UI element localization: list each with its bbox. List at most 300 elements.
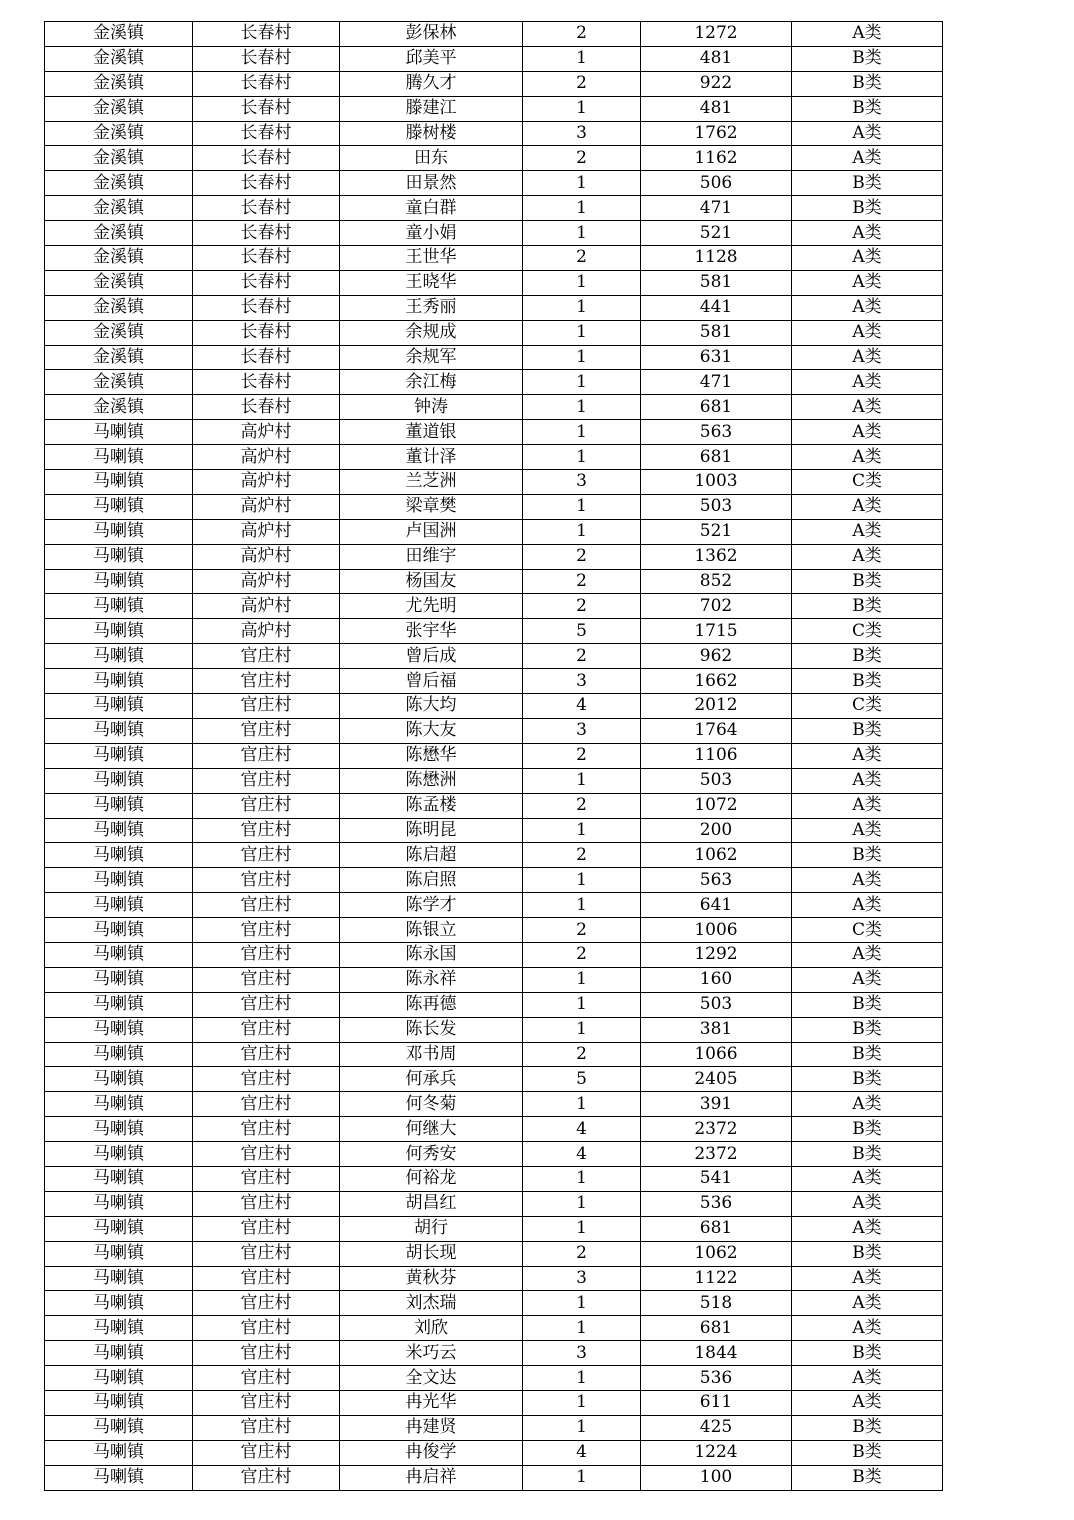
- village-cell: 官庄村: [193, 1291, 340, 1316]
- count-cell: 2: [523, 569, 641, 594]
- village-cell: 高炉村: [193, 594, 340, 619]
- village-cell: 官庄村: [193, 992, 340, 1017]
- category-cell: B类: [792, 718, 943, 743]
- table-row: [45, 1366, 943, 1391]
- table-row: [45, 1415, 943, 1440]
- town-cell: 马喇镇: [45, 1390, 193, 1415]
- amount-cell: 563: [641, 868, 792, 893]
- name-cell: 王晓华: [340, 270, 523, 295]
- village-cell: 高炉村: [193, 420, 340, 445]
- village-cell: 官庄村: [193, 1266, 340, 1291]
- name-cell: 钟涛: [340, 395, 523, 420]
- town-cell: 马喇镇: [45, 1017, 193, 1042]
- town-cell: 金溪镇: [45, 171, 193, 196]
- town-cell: 马喇镇: [45, 1291, 193, 1316]
- town-cell: 马喇镇: [45, 420, 193, 445]
- town-cell: 马喇镇: [45, 868, 193, 893]
- name-cell: 冉光华: [340, 1390, 523, 1415]
- count-cell: 3: [523, 121, 641, 146]
- name-cell: 董计泽: [340, 445, 523, 470]
- name-cell: 余规军: [340, 345, 523, 370]
- town-cell: 马喇镇: [45, 818, 193, 843]
- table-row: [45, 1142, 943, 1167]
- table-row: [45, 171, 943, 196]
- count-cell: 2: [523, 544, 641, 569]
- name-cell: 何秀安: [340, 1142, 523, 1167]
- village-cell: 官庄村: [193, 1092, 340, 1117]
- table-row: [45, 793, 943, 818]
- table-row: [45, 345, 943, 370]
- village-cell: 官庄村: [193, 1366, 340, 1391]
- amount-cell: 1764: [641, 718, 792, 743]
- category-cell: B类: [792, 1465, 943, 1490]
- village-cell: 长春村: [193, 96, 340, 121]
- town-cell: 马喇镇: [45, 1142, 193, 1167]
- village-cell: 长春村: [193, 171, 340, 196]
- category-cell: A类: [792, 1092, 943, 1117]
- amount-cell: 1072: [641, 793, 792, 818]
- amount-cell: 962: [641, 644, 792, 669]
- village-cell: 官庄村: [193, 1216, 340, 1241]
- table-row: [45, 1291, 943, 1316]
- count-cell: 1: [523, 420, 641, 445]
- village-cell: 官庄村: [193, 1341, 340, 1366]
- village-cell: 长春村: [193, 121, 340, 146]
- table-row: [45, 46, 943, 71]
- name-cell: 王秀丽: [340, 295, 523, 320]
- name-cell: 陈长发: [340, 1017, 523, 1042]
- amount-cell: 521: [641, 221, 792, 246]
- category-cell: B类: [792, 1042, 943, 1067]
- category-cell: A类: [792, 445, 943, 470]
- village-cell: 官庄村: [193, 1415, 340, 1440]
- category-cell: A类: [792, 768, 943, 793]
- town-cell: 马喇镇: [45, 619, 193, 644]
- town-cell: 马喇镇: [45, 743, 193, 768]
- amount-cell: 581: [641, 270, 792, 295]
- count-cell: 1: [523, 1191, 641, 1216]
- category-cell: A类: [792, 1390, 943, 1415]
- table-row: [45, 1216, 943, 1241]
- category-cell: A类: [792, 295, 943, 320]
- town-cell: 马喇镇: [45, 1366, 193, 1391]
- town-cell: 金溪镇: [45, 96, 193, 121]
- count-cell: 1: [523, 1166, 641, 1191]
- count-cell: 3: [523, 1266, 641, 1291]
- town-cell: 金溪镇: [45, 320, 193, 345]
- table-row: [45, 1117, 943, 1142]
- count-cell: 2: [523, 71, 641, 96]
- amount-cell: 481: [641, 46, 792, 71]
- village-cell: 官庄村: [193, 1142, 340, 1167]
- village-cell: 官庄村: [193, 793, 340, 818]
- count-cell: 1: [523, 967, 641, 992]
- town-cell: 马喇镇: [45, 768, 193, 793]
- name-cell: 陈启超: [340, 843, 523, 868]
- category-cell: A类: [792, 146, 943, 171]
- name-cell: 董道银: [340, 420, 523, 445]
- village-cell: 官庄村: [193, 893, 340, 918]
- table-row: [45, 942, 943, 967]
- table-row: [45, 96, 943, 121]
- category-cell: B类: [792, 46, 943, 71]
- count-cell: 5: [523, 619, 641, 644]
- category-cell: C类: [792, 918, 943, 943]
- name-cell: 余规成: [340, 320, 523, 345]
- count-cell: 1: [523, 868, 641, 893]
- amount-cell: 2405: [641, 1067, 792, 1092]
- category-cell: C类: [792, 470, 943, 495]
- table-row: [45, 868, 943, 893]
- table-row: [45, 1166, 943, 1191]
- town-cell: 马喇镇: [45, 1415, 193, 1440]
- amount-cell: 681: [641, 1316, 792, 1341]
- town-cell: 马喇镇: [45, 942, 193, 967]
- category-cell: B类: [792, 196, 943, 221]
- category-cell: B类: [792, 843, 943, 868]
- village-cell: 官庄村: [193, 1017, 340, 1042]
- category-cell: A类: [792, 121, 943, 146]
- village-cell: 官庄村: [193, 1067, 340, 1092]
- category-cell: B类: [792, 992, 943, 1017]
- name-cell: 陈孟楼: [340, 793, 523, 818]
- village-cell: 长春村: [193, 370, 340, 395]
- town-cell: 马喇镇: [45, 694, 193, 719]
- category-cell: B类: [792, 1067, 943, 1092]
- category-cell: A类: [792, 893, 943, 918]
- count-cell: 2: [523, 1042, 641, 1067]
- town-cell: 金溪镇: [45, 221, 193, 246]
- category-cell: A类: [792, 1216, 943, 1241]
- count-cell: 1: [523, 1017, 641, 1042]
- count-cell: 3: [523, 1341, 641, 1366]
- name-cell: 冉俊学: [340, 1440, 523, 1465]
- name-cell: 陈永祥: [340, 967, 523, 992]
- name-cell: 何承兵: [340, 1067, 523, 1092]
- amount-cell: 381: [641, 1017, 792, 1042]
- count-cell: 1: [523, 320, 641, 345]
- amount-cell: 1062: [641, 1241, 792, 1266]
- town-cell: 马喇镇: [45, 594, 193, 619]
- category-cell: B类: [792, 1440, 943, 1465]
- town-cell: 马喇镇: [45, 918, 193, 943]
- amount-cell: 702: [641, 594, 792, 619]
- town-cell: 金溪镇: [45, 121, 193, 146]
- name-cell: 陈大均: [340, 694, 523, 719]
- village-cell: 长春村: [193, 196, 340, 221]
- town-cell: 马喇镇: [45, 1266, 193, 1291]
- name-cell: 腾久才: [340, 71, 523, 96]
- amount-cell: 563: [641, 420, 792, 445]
- town-cell: 马喇镇: [45, 1341, 193, 1366]
- amount-cell: 2372: [641, 1117, 792, 1142]
- town-cell: 马喇镇: [45, 1092, 193, 1117]
- count-cell: 1: [523, 445, 641, 470]
- count-cell: 2: [523, 918, 641, 943]
- town-cell: 马喇镇: [45, 843, 193, 868]
- count-cell: 1: [523, 46, 641, 71]
- category-cell: A类: [792, 246, 943, 271]
- amount-cell: 521: [641, 519, 792, 544]
- category-cell: B类: [792, 96, 943, 121]
- name-cell: 全文达: [340, 1366, 523, 1391]
- amount-cell: 441: [641, 295, 792, 320]
- town-cell: 马喇镇: [45, 1241, 193, 1266]
- count-cell: 3: [523, 470, 641, 495]
- category-cell: B类: [792, 1017, 943, 1042]
- amount-cell: 1362: [641, 544, 792, 569]
- amount-cell: 1292: [641, 942, 792, 967]
- village-cell: 官庄村: [193, 1117, 340, 1142]
- village-cell: 高炉村: [193, 544, 340, 569]
- count-cell: 1: [523, 370, 641, 395]
- table-row: [45, 1017, 943, 1042]
- town-cell: 马喇镇: [45, 967, 193, 992]
- town-cell: 马喇镇: [45, 1042, 193, 1067]
- count-cell: 4: [523, 1117, 641, 1142]
- table-row: [45, 295, 943, 320]
- category-cell: A类: [792, 1191, 943, 1216]
- town-cell: 马喇镇: [45, 544, 193, 569]
- count-cell: 1: [523, 295, 641, 320]
- name-cell: 陈启照: [340, 868, 523, 893]
- village-cell: 长春村: [193, 46, 340, 71]
- amount-cell: 1844: [641, 1341, 792, 1366]
- name-cell: 刘欣: [340, 1316, 523, 1341]
- name-cell: 田东: [340, 146, 523, 171]
- amount-cell: 503: [641, 494, 792, 519]
- count-cell: 1: [523, 96, 641, 121]
- name-cell: 陈永国: [340, 942, 523, 967]
- village-cell: 长春村: [193, 295, 340, 320]
- name-cell: 曾后福: [340, 669, 523, 694]
- table-row: [45, 967, 943, 992]
- category-cell: B类: [792, 1117, 943, 1142]
- amount-cell: 1715: [641, 619, 792, 644]
- amount-cell: 2012: [641, 694, 792, 719]
- village-cell: 官庄村: [193, 1241, 340, 1266]
- category-cell: B类: [792, 669, 943, 694]
- village-cell: 官庄村: [193, 1465, 340, 1490]
- count-cell: 5: [523, 1067, 641, 1092]
- village-cell: 长春村: [193, 270, 340, 295]
- name-cell: 陈学才: [340, 893, 523, 918]
- count-cell: 2: [523, 793, 641, 818]
- category-cell: A类: [792, 1316, 943, 1341]
- name-cell: 童白群: [340, 196, 523, 221]
- table-row: [45, 669, 943, 694]
- amount-cell: 1272: [641, 22, 792, 47]
- category-cell: A类: [792, 743, 943, 768]
- town-cell: 金溪镇: [45, 146, 193, 171]
- count-cell: 1: [523, 494, 641, 519]
- count-cell: 1: [523, 818, 641, 843]
- table-row: [45, 768, 943, 793]
- count-cell: 4: [523, 694, 641, 719]
- village-cell: 官庄村: [193, 967, 340, 992]
- count-cell: 4: [523, 1440, 641, 1465]
- town-cell: 金溪镇: [45, 22, 193, 47]
- amount-cell: 1003: [641, 470, 792, 495]
- category-cell: A类: [792, 868, 943, 893]
- table-row: [45, 644, 943, 669]
- name-cell: 陈明昆: [340, 818, 523, 843]
- town-cell: 金溪镇: [45, 196, 193, 221]
- table-row: [45, 1316, 943, 1341]
- amount-cell: 1762: [641, 121, 792, 146]
- category-cell: B类: [792, 1415, 943, 1440]
- town-cell: 马喇镇: [45, 1440, 193, 1465]
- count-cell: 1: [523, 270, 641, 295]
- category-cell: A类: [792, 22, 943, 47]
- table-row: [45, 445, 943, 470]
- village-cell: 官庄村: [193, 768, 340, 793]
- village-cell: 长春村: [193, 345, 340, 370]
- amount-cell: 471: [641, 370, 792, 395]
- table-row: [45, 619, 943, 644]
- amount-cell: 1066: [641, 1042, 792, 1067]
- name-cell: 冉建贤: [340, 1415, 523, 1440]
- amount-cell: 2372: [641, 1142, 792, 1167]
- name-cell: 陈再德: [340, 992, 523, 1017]
- name-cell: 余江梅: [340, 370, 523, 395]
- name-cell: 黄秋芬: [340, 1266, 523, 1291]
- name-cell: 陈懋华: [340, 743, 523, 768]
- name-cell: 梁章樊: [340, 494, 523, 519]
- table-row: [45, 121, 943, 146]
- amount-cell: 471: [641, 196, 792, 221]
- count-cell: 2: [523, 843, 641, 868]
- table-row: [45, 1191, 943, 1216]
- table-row: [45, 1067, 943, 1092]
- town-cell: 金溪镇: [45, 246, 193, 271]
- name-cell: 米巧云: [340, 1341, 523, 1366]
- count-cell: 1: [523, 1465, 641, 1490]
- amount-cell: 1006: [641, 918, 792, 943]
- name-cell: 田维宇: [340, 544, 523, 569]
- category-cell: A类: [792, 1266, 943, 1291]
- amount-cell: 1122: [641, 1266, 792, 1291]
- name-cell: 陈大友: [340, 718, 523, 743]
- count-cell: 1: [523, 1415, 641, 1440]
- table-row: [45, 320, 943, 345]
- town-cell: 马喇镇: [45, 494, 193, 519]
- village-cell: 官庄村: [193, 818, 340, 843]
- category-cell: B类: [792, 569, 943, 594]
- town-cell: 金溪镇: [45, 370, 193, 395]
- village-cell: 官庄村: [193, 718, 340, 743]
- category-cell: A类: [792, 370, 943, 395]
- town-cell: 金溪镇: [45, 345, 193, 370]
- name-cell: 彭保林: [340, 22, 523, 47]
- name-cell: 胡昌红: [340, 1191, 523, 1216]
- amount-cell: 200: [641, 818, 792, 843]
- amount-cell: 611: [641, 1390, 792, 1415]
- name-cell: 胡长现: [340, 1241, 523, 1266]
- count-cell: 2: [523, 22, 641, 47]
- name-cell: 何冬菊: [340, 1092, 523, 1117]
- village-cell: 高炉村: [193, 519, 340, 544]
- category-cell: B类: [792, 644, 943, 669]
- category-cell: B类: [792, 1241, 943, 1266]
- count-cell: 1: [523, 345, 641, 370]
- town-cell: 马喇镇: [45, 519, 193, 544]
- category-cell: A类: [792, 1366, 943, 1391]
- name-cell: 刘杰瑞: [340, 1291, 523, 1316]
- count-cell: 1: [523, 992, 641, 1017]
- table-row: [45, 918, 943, 943]
- count-cell: 1: [523, 395, 641, 420]
- village-cell: 长春村: [193, 320, 340, 345]
- category-cell: C类: [792, 619, 943, 644]
- category-cell: C类: [792, 694, 943, 719]
- town-cell: 马喇镇: [45, 669, 193, 694]
- village-cell: 长春村: [193, 221, 340, 246]
- category-cell: A类: [792, 221, 943, 246]
- count-cell: 3: [523, 718, 641, 743]
- amount-cell: 631: [641, 345, 792, 370]
- count-cell: 2: [523, 942, 641, 967]
- name-cell: 田景然: [340, 171, 523, 196]
- count-cell: 1: [523, 768, 641, 793]
- village-cell: 官庄村: [193, 843, 340, 868]
- town-cell: 金溪镇: [45, 270, 193, 295]
- town-cell: 马喇镇: [45, 1166, 193, 1191]
- village-cell: 长春村: [193, 146, 340, 171]
- table-row: [45, 420, 943, 445]
- name-cell: 邱美平: [340, 46, 523, 71]
- amount-cell: 1128: [641, 246, 792, 271]
- village-cell: 官庄村: [193, 918, 340, 943]
- town-cell: 马喇镇: [45, 1067, 193, 1092]
- name-cell: 何继大: [340, 1117, 523, 1142]
- name-cell: 滕树楼: [340, 121, 523, 146]
- amount-cell: 391: [641, 1092, 792, 1117]
- table-row: [45, 146, 943, 171]
- table-row: [45, 246, 943, 271]
- amount-cell: 1162: [641, 146, 792, 171]
- count-cell: 3: [523, 669, 641, 694]
- category-cell: A类: [792, 395, 943, 420]
- table-row: [45, 22, 943, 47]
- table-row: [45, 992, 943, 1017]
- village-cell: 官庄村: [193, 644, 340, 669]
- name-cell: 尤先明: [340, 594, 523, 619]
- count-cell: 1: [523, 1316, 641, 1341]
- table-row: [45, 1092, 943, 1117]
- count-cell: 1: [523, 196, 641, 221]
- village-cell: 高炉村: [193, 470, 340, 495]
- amount-cell: 536: [641, 1191, 792, 1216]
- category-cell: A类: [792, 270, 943, 295]
- amount-cell: 160: [641, 967, 792, 992]
- amount-cell: 425: [641, 1415, 792, 1440]
- table-row: [45, 694, 943, 719]
- village-cell: 长春村: [193, 71, 340, 96]
- name-cell: 胡行: [340, 1216, 523, 1241]
- count-cell: 1: [523, 1390, 641, 1415]
- table-row: [45, 718, 943, 743]
- town-cell: 马喇镇: [45, 893, 193, 918]
- data-table: [44, 21, 943, 1491]
- count-cell: 1: [523, 519, 641, 544]
- category-cell: B类: [792, 71, 943, 96]
- category-cell: A类: [792, 320, 943, 345]
- village-cell: 官庄村: [193, 669, 340, 694]
- count-cell: 1: [523, 1216, 641, 1241]
- village-cell: 官庄村: [193, 1166, 340, 1191]
- amount-cell: 1662: [641, 669, 792, 694]
